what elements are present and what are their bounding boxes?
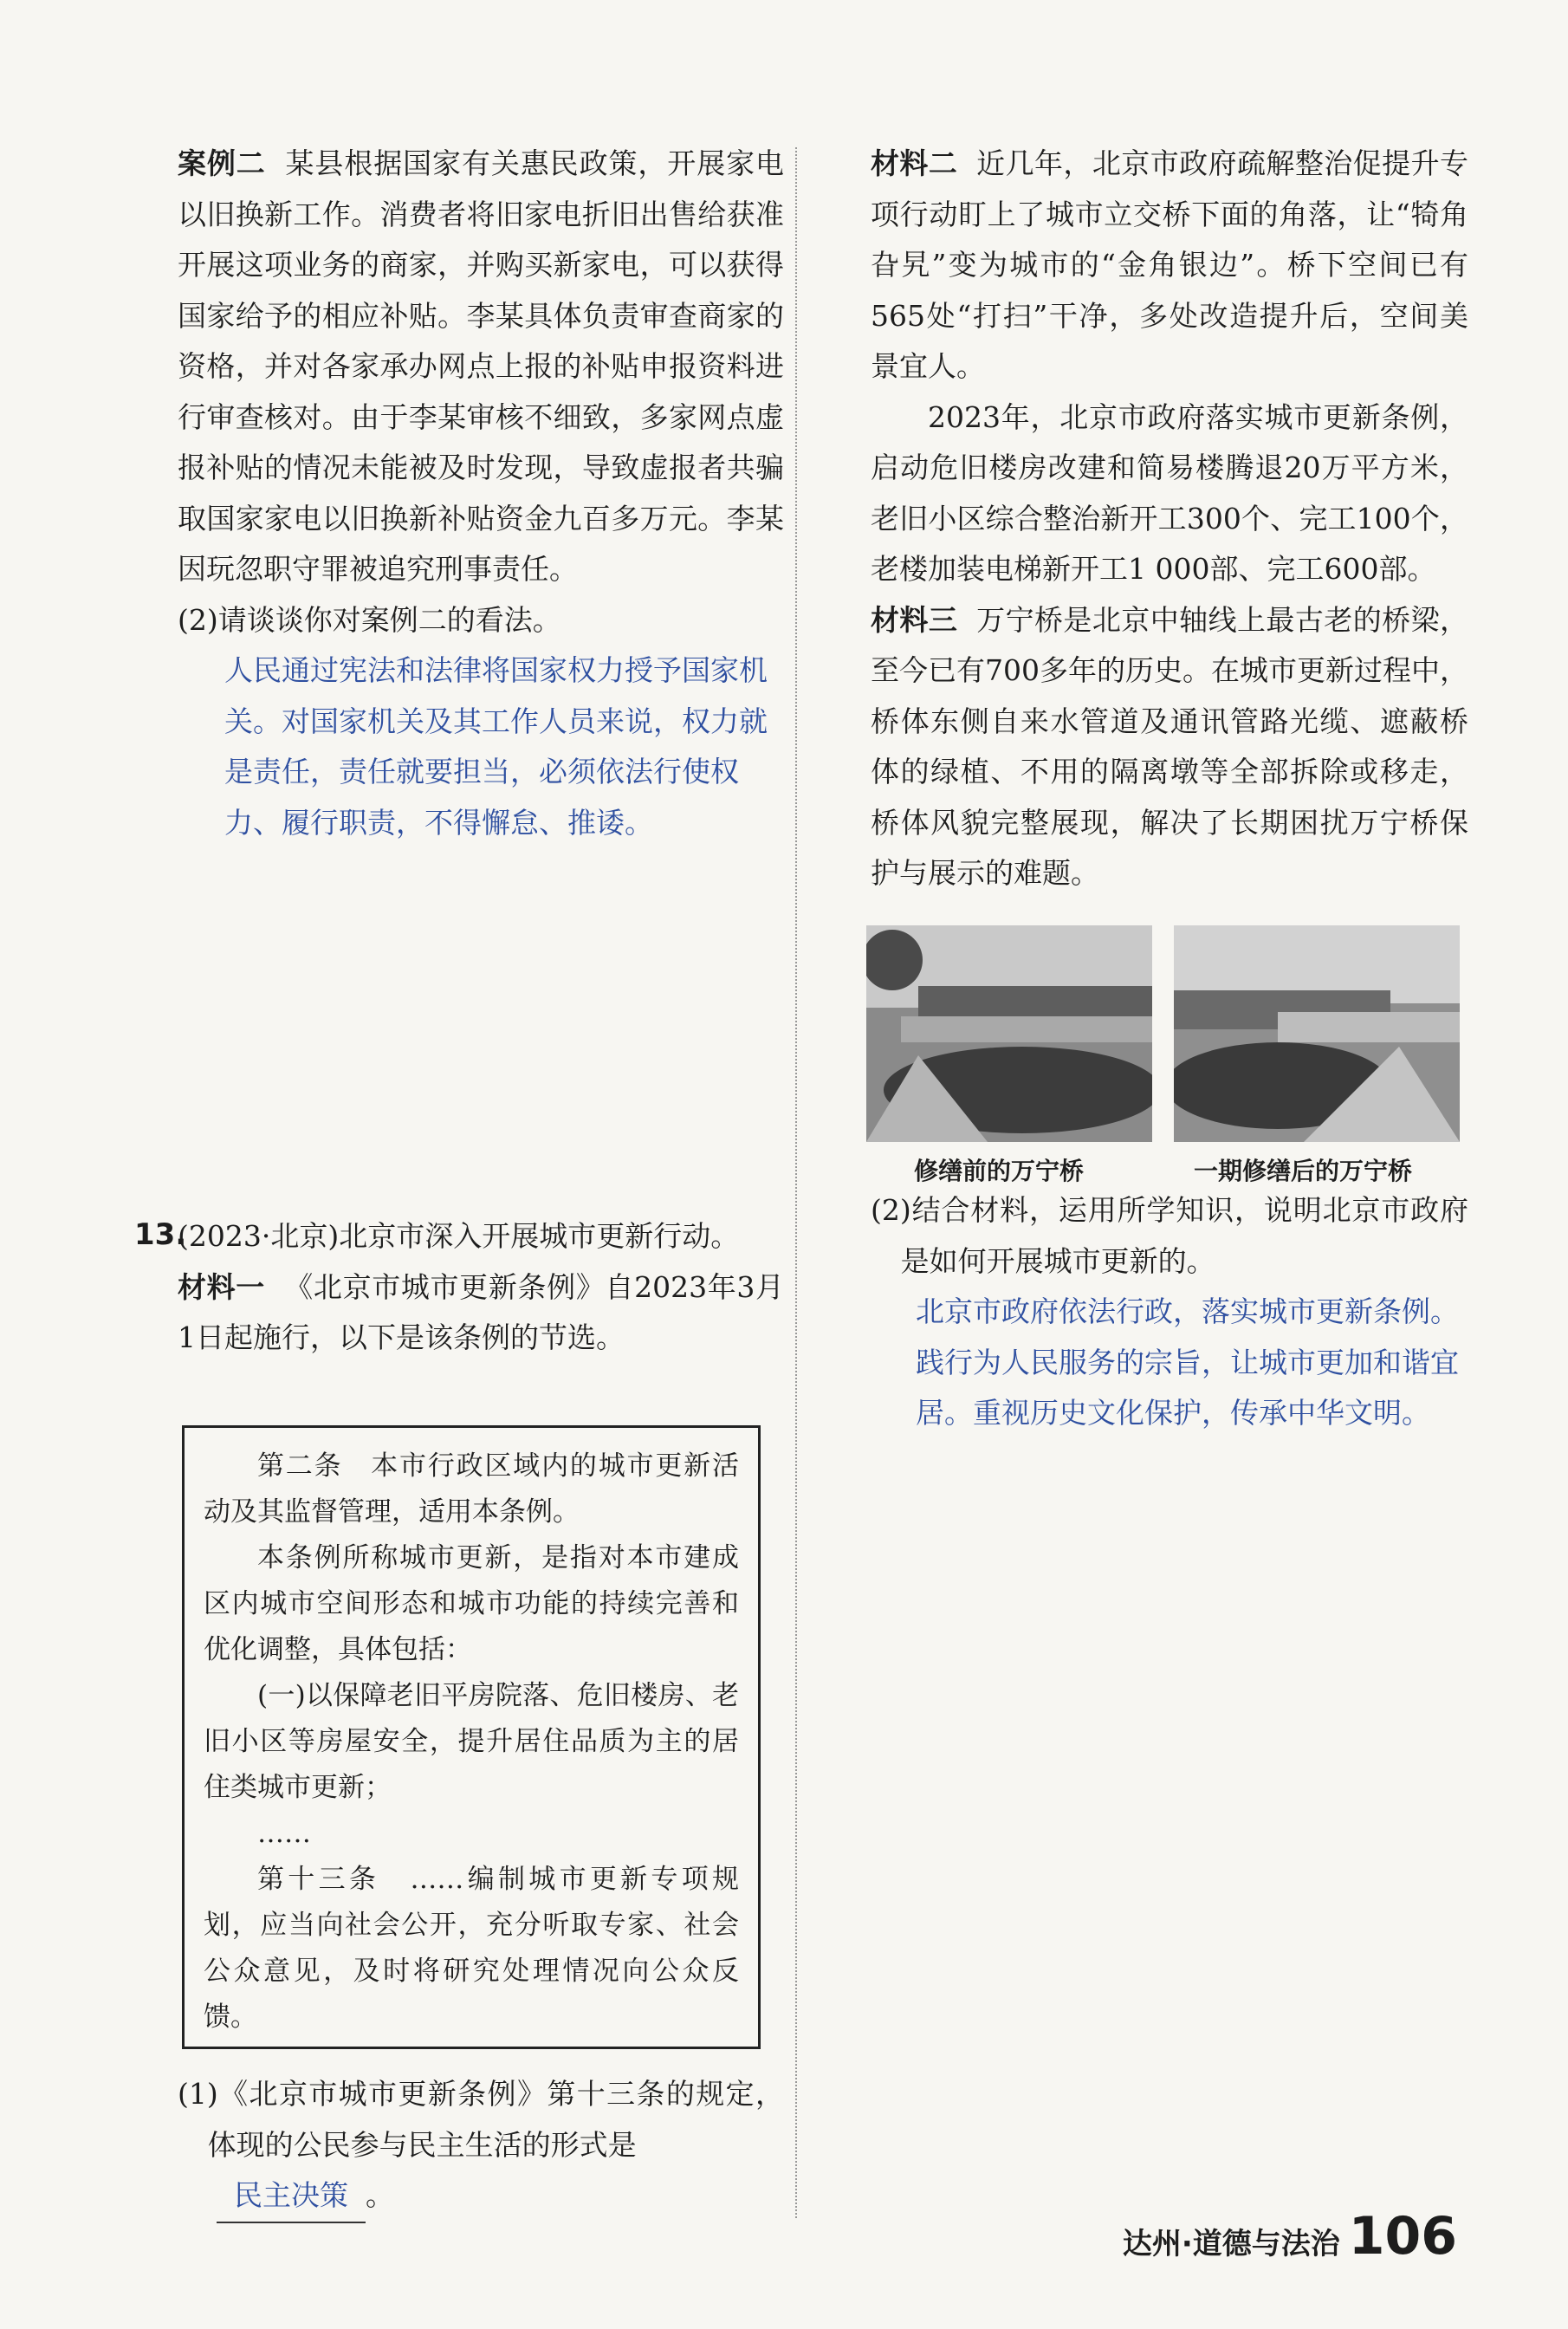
- material-1: [178, 1262, 784, 1364]
- material-2-text: 近几年，北京市政府疏解整治促提升专项行动盯上了城市立交桥下面的角落，让“犄角旮旯”变为城市的“金角银边”。桥下空间已有565处“打扫”干净，多处改造提升后，空间美景宜人。: [871, 146, 1469, 383]
- material-1-text: 《北京市城市更新条例》自2023年3月1日起施行，以下是该条例的节选。: [178, 1269, 785, 1354]
- material-2-label: 材料二: [871, 146, 958, 180]
- photo-after-repair: [1174, 925, 1460, 1142]
- column-divider: [795, 147, 797, 2218]
- caption-after: 一期修缮后的万宁桥: [1194, 1157, 1413, 1185]
- answer-1-line: [178, 2170, 784, 2223]
- excerpt-item-1: (一)以保障老旧平房院落、危旧楼房、老旧小区等房屋安全，提升居住品质为主的居住类城市更新；: [204, 1680, 739, 1803]
- left-column: [178, 139, 784, 848]
- page-number: 106: [1348, 2206, 1457, 2267]
- photo-before-repair: [866, 925, 1152, 1142]
- question-13-number: 13.: [134, 1217, 187, 1252]
- page-footer: [1123, 2206, 1457, 2267]
- material-1-label: 材料一: [178, 1269, 265, 1304]
- right-column: [871, 139, 1468, 899]
- answer-1-period: 。: [366, 2178, 394, 2212]
- case2-paragraph: [178, 139, 784, 595]
- case2-text: 某县根据国家有关惠民政策，开展家电以旧换新工作。消费者将旧家电折旧出售给获准开展这项业务的商家，并购买新家电，可以获得国家给予的相应补贴。李某具体负责审查商家的资格，并对各家承办网点上报的补贴申报资料进行审查核对。由于李某审核不细致，多家网点虚报补贴的情况未能被及时发现，导致虚报者共骗取国家家电以旧换新补贴资金九百多万元。李某因玩忽职守罪被追究刑事责任。: [178, 146, 785, 586]
- answer-2-right: 北京市政府依法行政，落实城市更新条例。践行为人民服务的宗旨，让城市更加和谐宜居。重视历史文化保护，传承中华文明。: [916, 1294, 1459, 1430]
- excerpt-article-13: 第十三条 ……编制城市更新专项规划，应当向社会公开，充分听取专家、社会公众意见，及时将研究处理情况向公众反馈。: [204, 1864, 739, 2033]
- bridge-after-illustration: [1174, 925, 1460, 1142]
- question-13-2: [871, 1185, 1468, 1439]
- material-2: [871, 139, 1468, 392]
- material-2-paragraph-2: 2023年，北京市政府落实城市更新条例，启动危旧楼房改建和简易楼腾退20万平方米，老旧小区综合整治新开工300个、完工100个，老楼加装电梯新开工1 000部、完工600部。: [871, 399, 1468, 586]
- footer-brand: 达州·道德与法治: [1122, 2227, 1340, 2261]
- regulation-excerpt-box: [182, 1425, 761, 2049]
- question-2-left: (2)请谈谈你对案例二的看法。: [178, 602, 561, 637]
- question-1: (1)《北京市城市更新条例》第十三条的规定，体现的公民参与民主生活的形式是: [178, 2077, 784, 2162]
- case2-label: 案例二: [178, 146, 266, 180]
- caption-before: 修缮前的万宁桥: [914, 1157, 1085, 1185]
- excerpt-definition: 本条例所称城市更新，是指对本市建成区内城市空间形态和城市功能的持续完善和优化调整，具体包括：: [204, 1542, 739, 1665]
- answer-1-blank: 民主决策: [217, 2170, 366, 2223]
- bridge-before-illustration: [866, 925, 1152, 1142]
- excerpt-ellipsis: ……: [257, 1818, 311, 1849]
- question-2-right: (2)结合材料，运用所学知识，说明北京市政府是如何开展城市更新的。: [871, 1193, 1468, 1278]
- excerpt-article-2: 第二条 本市行政区域内的城市更新活动及其监督管理，适用本条例。: [204, 1450, 739, 1528]
- material-3: [871, 595, 1468, 899]
- material-3-label: 材料三: [871, 602, 958, 637]
- question-13: [178, 1211, 784, 1364]
- question-13-text: (2023·北京)北京市深入开展城市更新行动。: [178, 1219, 740, 1253]
- question-13-1: [178, 2069, 784, 2223]
- material-3-text: 万宁桥是北京中轴线上最古老的桥梁，至今已有700多年的历史。在城市更新过程中，桥体东侧自来水管道及通讯管路光缆、遮蔽桥体的绿植、不用的隔离墩等全部拆除或移走，桥体风貌完整展现，解决了长期困扰万宁桥保护与展示的难题。: [871, 602, 1469, 890]
- answer-2-left: 人民通过宪法和法律将国家权力授予国家机关。对国家机关及其工作人员来说，权力就是责任，责任就要担当，必须依法行使权力、履行职责，不得懈怠、推诿。: [224, 653, 768, 840]
